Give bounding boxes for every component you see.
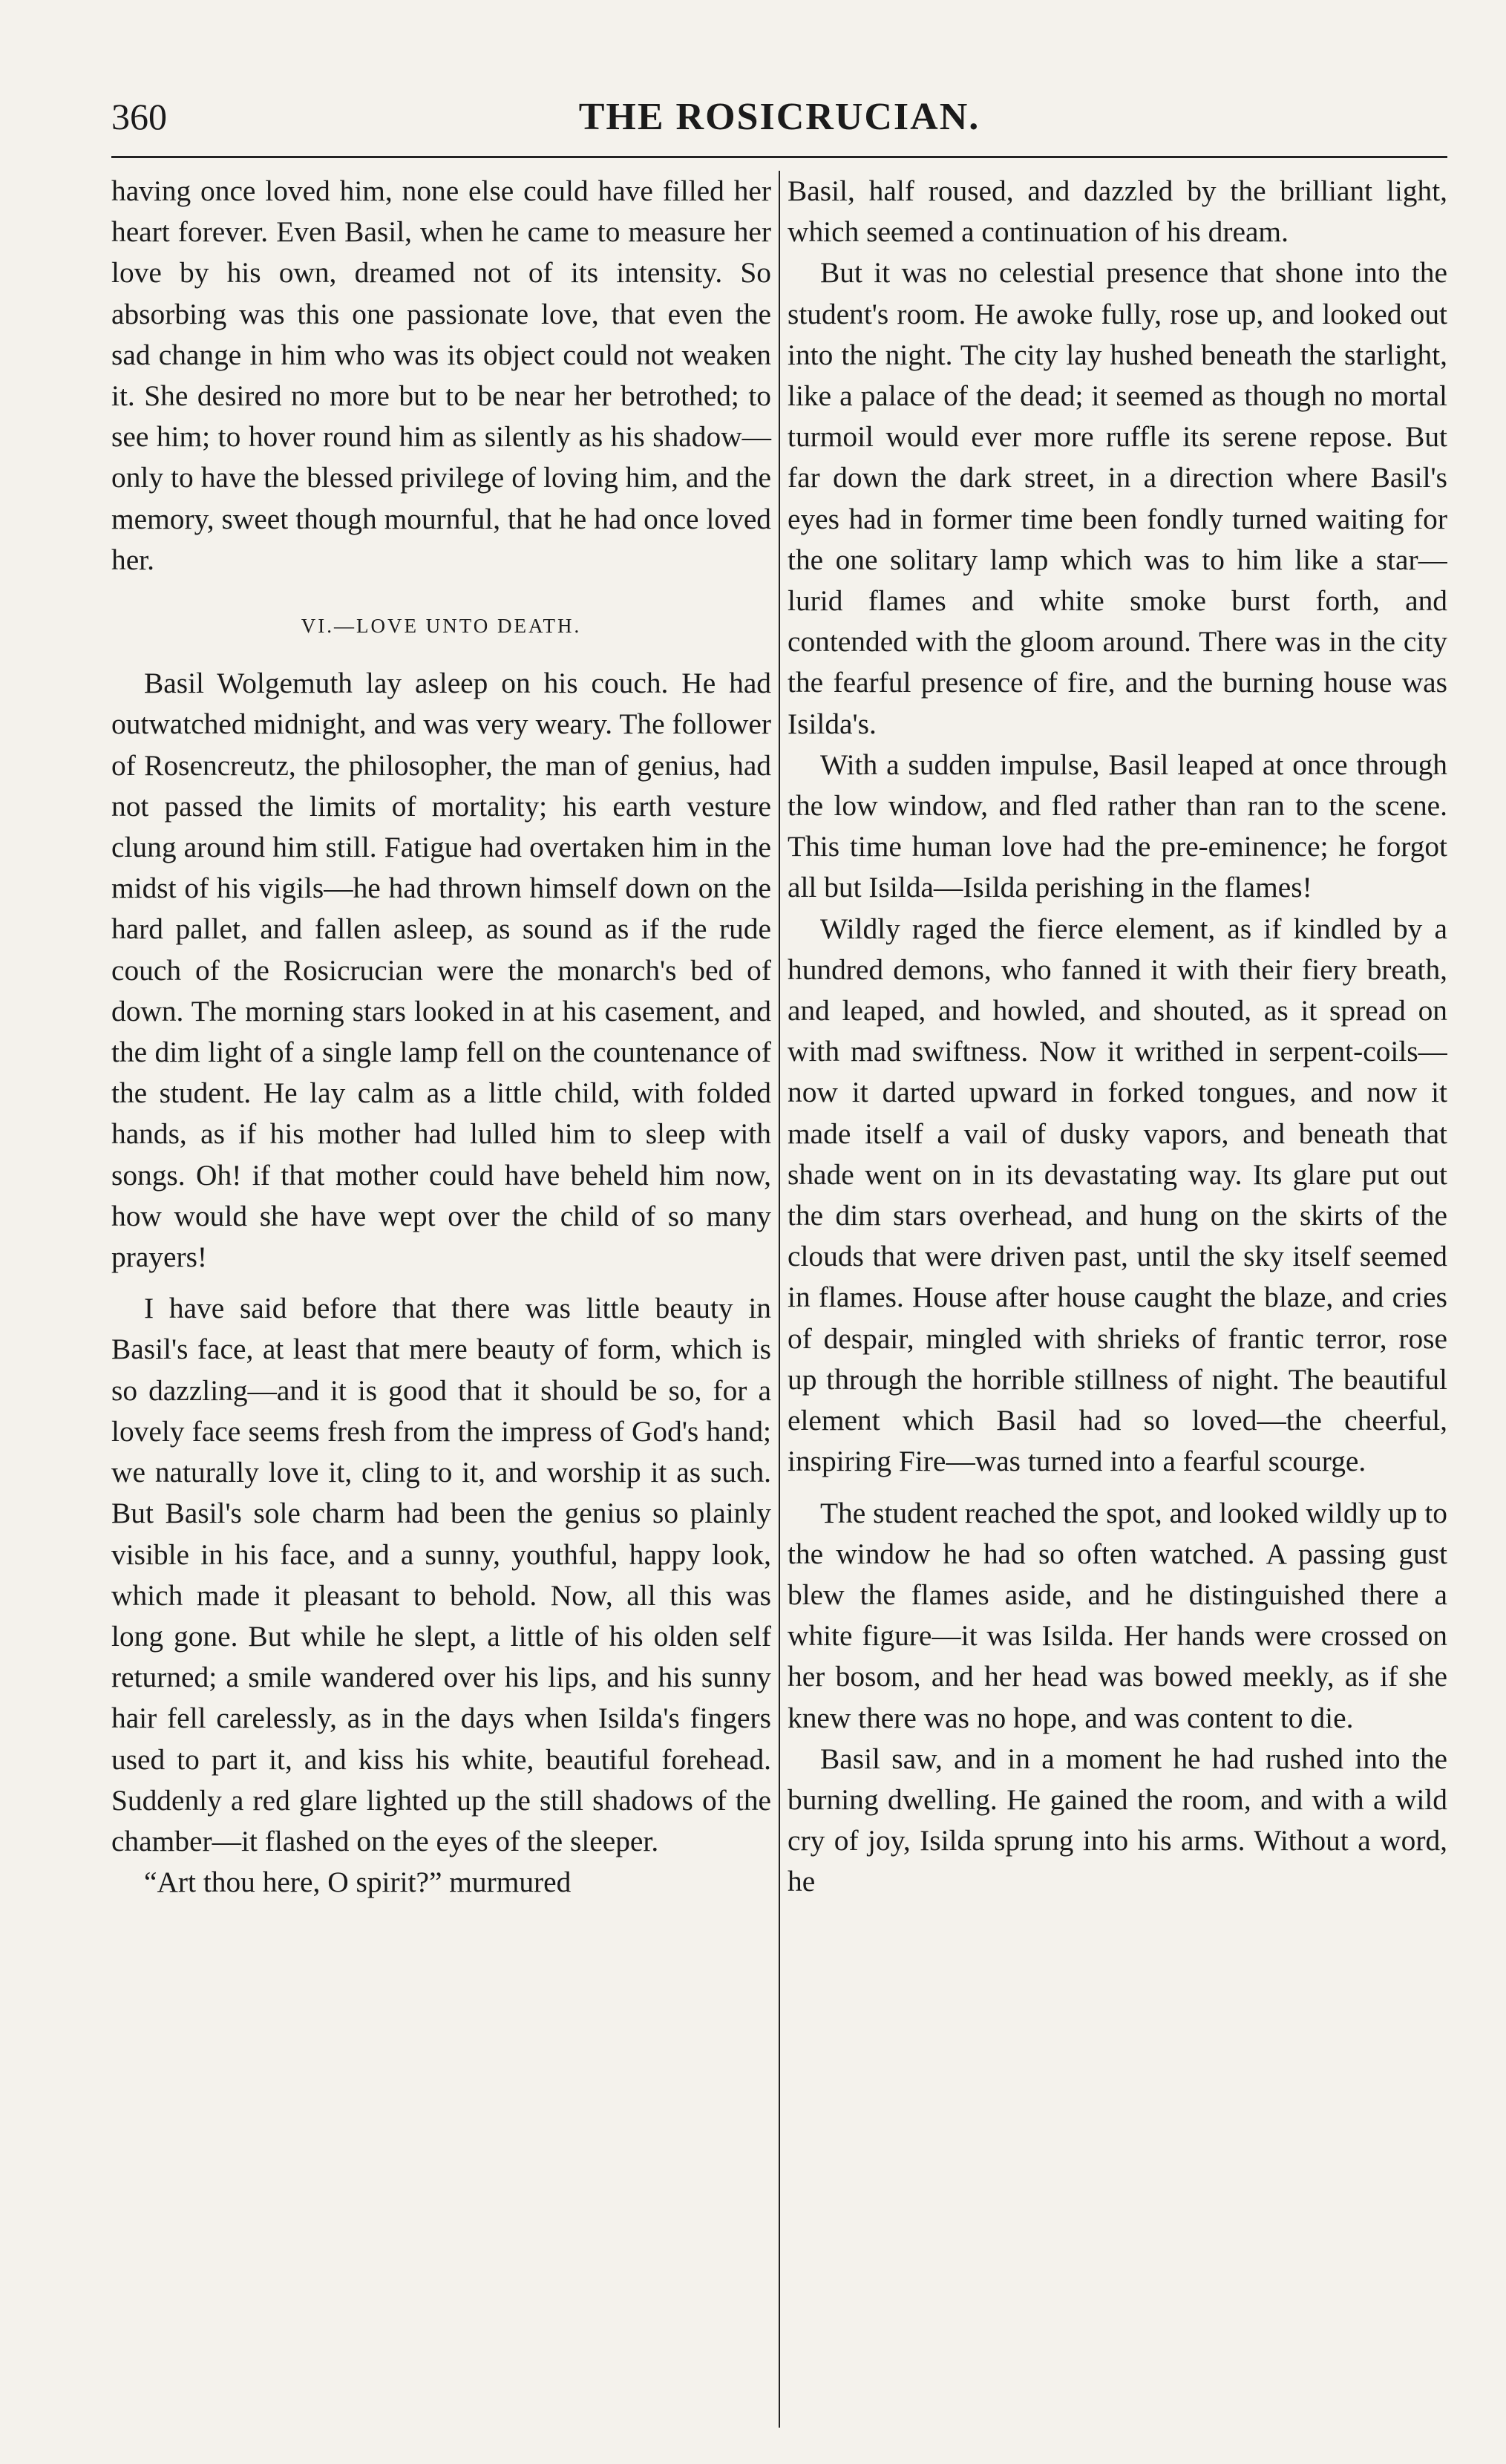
paragraph: Basil saw, and in a moment he had rushed into the burning dwelling. He gained the room, and with a wild cry of joy, Isilda sprung into his arms. Without a word, he [788, 1742, 1447, 1898]
paragraph: “Art thou here, O spirit?” murmured [144, 1866, 572, 1899]
paragraph: But it was no celestial presence that shone into the student's room. He awoke fully, rose up, and looked out into the night. The city lay hushed beneath the starlight, like a palace of the dead; it seemed as though no mortal turmoil would ever more ruffle its serene repose. But far down the dark street, in a direction where Basil's eyes had in former time been fondly turned waiting for the one solitary lamp which was to him like a star—lurid flames and white smoke burst forth, and contended with the gloom around. There was in the city the fearful presence of fire, and the burning house was Isilda's. [788, 256, 1447, 740]
paragraph: Basil Wolgemuth lay asleep on his couch. He had outwatched midnight, and was very weary. The follower of Rosencreutz, the philosopher, the man of genius, had not passed the limits of mortality; his earth vesture clung around him still. Fatigue had overtaken him in the midst of his vigils—he had thrown himself down on the hard pallet, and fallen asleep, as sound as if the rude couch of the Rosicrucian were the monarch's bed of down. The morning stars looked in at his casement, and the dim light of a single lamp fell on the countenance of the student. He lay calm as a little child, with folded hands, as if his mother had lulled him to sleep with songs. Oh! if that mother could have beheld him now, how would she have wept over the child of so many prayers! [111, 667, 771, 1274]
paragraph: The student reached the spot, and looked wildly up to the window he had so often watched. A passing gust blew the flames aside, and he distinguished there a white figure—it was Isilda. Her hands were crossed on her bosom, and her head was bowed meekly, as if she knew there was no hope, and was content to die. [788, 1496, 1447, 1734]
paragraph: Basil, half roused, and dazzled by the brilliant light, which seemed a continuation of his dream. [788, 174, 1447, 249]
running-head [111, 89, 1447, 148]
paragraph: With a sudden impulse, Basil leaped at once through the low window, and fled rather than ran to the scene. This time human love had the pre-eminence; he forgot all but Isilda—Isilda perishing in the flames! [788, 748, 1447, 904]
paragraph: I have said before that there was little beauty in Basil's face, at least that mere beauty of form, which is so dazzling—and it is good that it should be so, for a lovely face seems fresh from the impress of God's hand; we naturally love it, cling to it, and worship it as such. But Basil's sole charm had been the genius so plainly visible in his face, and a sunny, youthful, happy look, which made it pleasant to behold. Now, all this was long gone. But while he slept, a little of his olden self returned; a smile wandered over his lips, and his sunny hair fell carelessly, as in the days when Isilda's fingers used to part it, and kiss his white, beautiful forehead. Suddenly a red glare lighted up the still shadows of the chamber—it flashed on the eyes of the sleeper. [111, 1292, 771, 1857]
paragraph: having once loved him, none else could have filled her heart forever. Even Basil, when he came to measure her love by his own, dreamed not of its intensity. So absorbing was this one passionate love, that even the sad change in him who was its object could not weaken it. She desired no more but to be near her betrothed; to see him; to hover round him as silently as his shadow— only to have the blessed privilege of loving him, and the memory, sweet though mournful, that he had once loved her. [111, 174, 771, 576]
page-number: 360 [111, 96, 167, 137]
two-column-text [111, 171, 1447, 2428]
section-heading: VI.—LOVE UNTO DEATH. [301, 615, 582, 638]
header-rule [111, 156, 1447, 158]
running-title: THE ROSICRUCIAN. [578, 96, 980, 138]
right-column [780, 171, 1447, 2428]
left-column [111, 171, 779, 2428]
paragraph: Wildly raged the fierce element, as if kindled by a hundred demons, who fanned it with their fiery breath, and leaped, and howled, and shouted, as it spread on with mad swiftness. Now it writhed in serpent-coils—now it darted upward in forked tongues, and now it made itself a vail of dusky vapors, and beneath that shade went on in its devastating way. Its glare put out the dim stars overhead, and hung on the skirts of the clouds that were driven past, until the sky itself seemed in flames. House after house caught the blaze, and cries of despair, mingled with shrieks of frantic terror, rose up through the horrible stillness of night. The beautiful element which Basil had so loved—the cheerful, inspiring Fire—was turned into a fearful scourge. [788, 912, 1447, 1478]
book-page [111, 89, 1447, 2428]
